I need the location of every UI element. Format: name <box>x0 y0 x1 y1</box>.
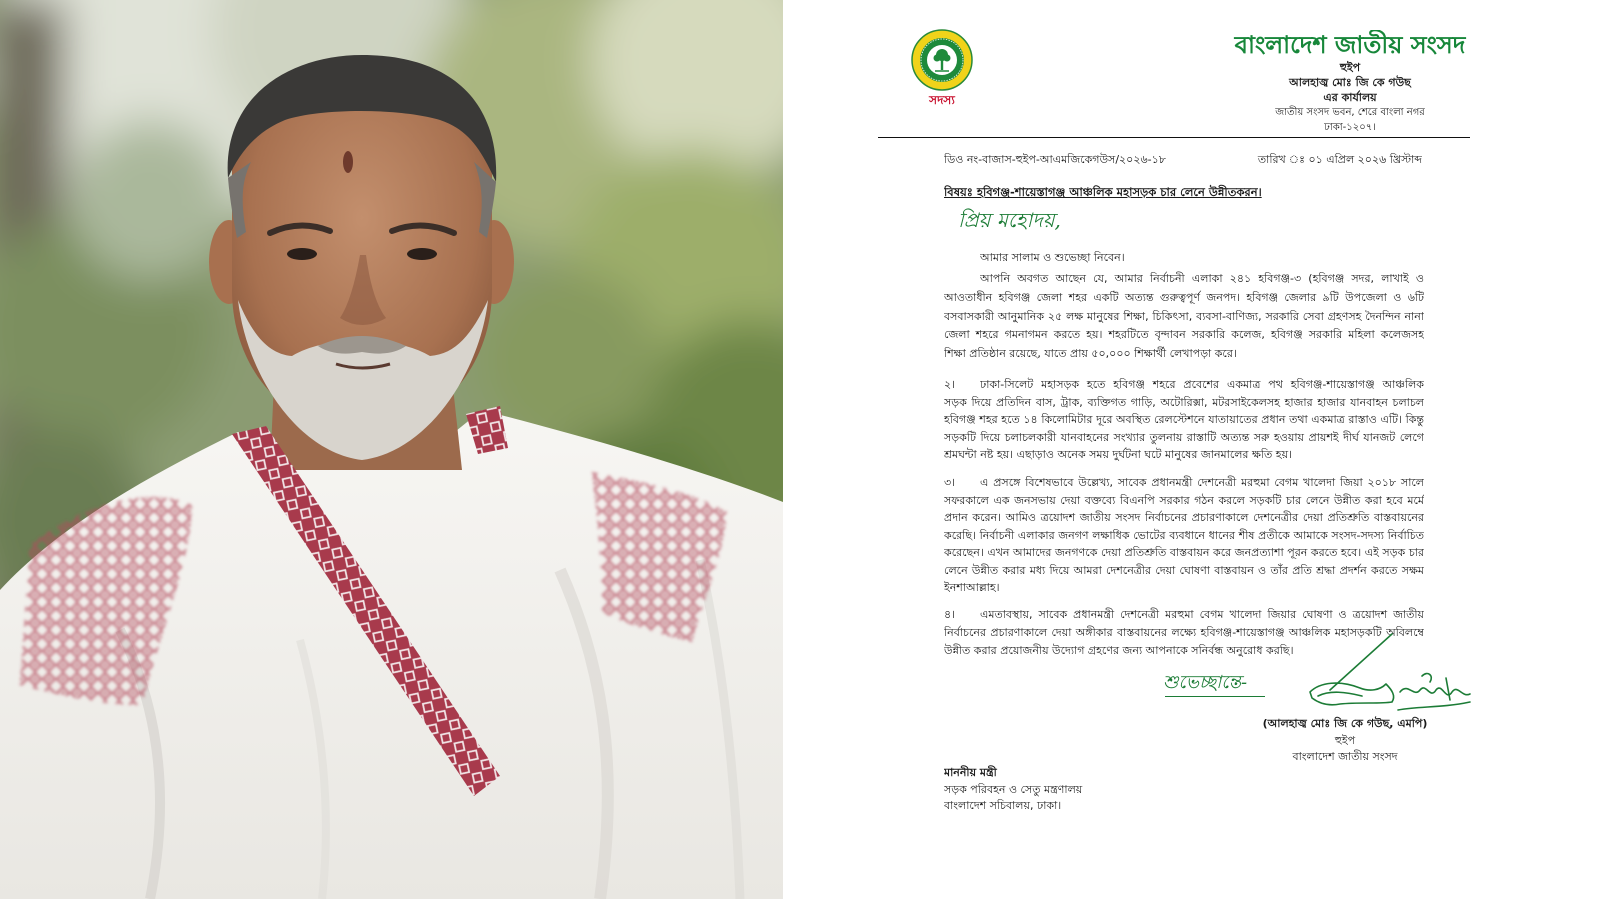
logo-caption: সদস্য <box>929 93 955 107</box>
paragraph-line: শ্রমঘন্টা নষ্ট হয়। এছাড়াও অনেক সময় দুর্ঘটনা ঘটে মানুষের জানমালের ক্ষতি হয়। <box>944 448 1292 461</box>
recipient-block <box>944 765 1244 815</box>
paragraph-line: শিক্ষা প্রতিষ্ঠান রয়েছে, যাতে প্রায় ৫০,০০০ শিক্ষার্থী লেখাপড়া করে। <box>944 347 1237 360</box>
office-label: এর কার্যালয় <box>1323 91 1377 104</box>
portrait-image <box>0 0 783 899</box>
paragraph-line: আওতাধীন হবিগঞ্জ জেলা শহর একটি অত্যন্ত গুরুত্বপূর্ণ জনপদ। হবিগঞ্জ জেলার ৯টি উপজেলা ও ৬টি <box>944 290 1424 304</box>
paragraph-line: লেনে উন্নীত করার মধ্য দিয়ে আমরা দেশনেত্রীর দেয়া ঘোষণা বাস্তবায়ন ও তাঁর প্রতি শ্রদ্ধা প্রদর্শন করতে সক্ষম <box>944 563 1424 577</box>
paragraph-line: প্রদান করেন। আমিও ত্রয়োদশ জাতীয় সংসদ নির্বাচনের প্রচারণাকালে দেশনেত্রীর দেয়া প্রতিশ্রুতি বাস্তবায়নের <box>944 511 1424 524</box>
paragraph-line: সফরকালে এক জনসভায় দেয়া বক্তব্যে বিএনপি সরকার গঠন করলে সড়কটি চার লেনে উন্নীত করা হবে মর্মে <box>944 493 1424 507</box>
handwritten-closing: শুভেচ্ছান্তে- <box>1163 672 1248 693</box>
paragraph-3 <box>944 474 1424 597</box>
reference-number: ডিও নং-বাজাস-হুইপ-আএমজিকেগউস/২০২৬-১৮ <box>944 153 1166 166</box>
letterhead <box>1210 30 1490 135</box>
recipient-title: মাননীয় মন্ত্রী <box>944 766 997 779</box>
letterhead-title: বাংলাদেশ জাতীয় সংসদ <box>1234 31 1466 59</box>
handwritten-salutation: প্রিয় মহোদয়, <box>958 208 1061 232</box>
closing-underline <box>1165 696 1265 697</box>
portrait-photo <box>0 0 783 899</box>
parliament-logo <box>911 29 973 91</box>
paragraph-line: ইনশাআল্লাহ। <box>944 581 1000 594</box>
paragraph-line: সড়ক দিয়ে প্রতিদিন বাস, ট্রাক, ব্যক্তিগত গাড়ি, অটোরিক্সা, মটরসাইকেলসহ হাজার হাজার যানবাহন চলাচল <box>944 395 1424 409</box>
paragraph-line: ঢাকা-সিলেট মহাসড়ক হতে হবিগঞ্জ শহরে প্রবেশের একমাত্র পথ হবিগঞ্জ-শায়েস্তাগঞ্জ আঞ্চলিক <box>980 378 1424 391</box>
paragraph-number: ৪। <box>944 608 956 621</box>
paragraph-line: বসবাসকারী আনুমানিক ২৫ লক্ষ মানুষের শিক্ষা, চিকিৎসা, ব্যবসা-বাণিজ্য, সরকারি সেবা গ্রহণসহ দৈনন্দিন নানা <box>944 309 1424 323</box>
paragraph-line: সড়কটি দিয়ে চলাচলকারী যানবাহনের সংখ্যার তুলনায় রাস্তাটি অত্যন্ত সরু হওয়ায় প্রায়শই দীর্ঘ যানজট লেগে <box>944 430 1424 444</box>
signatory-block <box>1240 716 1450 766</box>
office-city: ঢাকা-১২০৭। <box>1324 122 1376 133</box>
signatory-organization: বাংলাদেশ জাতীয় সংসদ <box>1292 750 1398 763</box>
signatory-name: (আলহাজ্ব মোঃ জি কে গউছ, এমপি) <box>1262 717 1428 730</box>
office-role: হুইপ <box>1339 61 1361 74</box>
office-address: জাতীয় সংসদ ভবন, শেরে বাংলা নগর <box>1275 107 1425 118</box>
signature <box>1300 630 1475 725</box>
recipient-line: বাংলাদেশ সচিবালয়, ঢাকা। <box>944 799 1062 812</box>
signatory-title: হুইপ <box>1334 733 1356 747</box>
paragraph-2 <box>944 376 1424 464</box>
paragraph-line: জেলা শহরে গমনাগমন করতে হয়। শহরটিতে বৃন্দাবন সরকারি কলেজ, হবিগঞ্জ সরকারি মহিলা কলেজসহ <box>944 328 1424 342</box>
office-holder-name: আলহাজ্ব মোঃ জি কে গউছ <box>1289 76 1411 89</box>
paragraph-line: এমতাবস্থায়, সাবেক প্রধানমন্ত্রী দেশনেত্রী মরহুমা বেগম খালেদা জিয়ার ঘোষণা ও ত্রয়োদশ জাতীয় <box>980 608 1424 621</box>
recipient-line: সড়ক পরিবহন ও সেতু মন্ত্রণালয় <box>944 782 1083 796</box>
letter-date: তারিখ ঃ ০১ এপ্রিল ২০২৬ খ্রিস্টাব্দ <box>1257 153 1422 166</box>
paragraph-line: এ প্রসঙ্গে বিশেষভাবে উল্লেখ্য, সাবেক প্রধানমন্ত্রী দেশনেত্রী মরহুমা বেগম খালেদা জিয়া ২০১৮ সালে <box>980 476 1424 489</box>
paragraph-number: ২। <box>944 378 956 391</box>
paragraph-line: নির্বাচনের প্রচারণাকালে দেয়া অঙ্গীকার বাস্তবায়নের লক্ষ্যে হবিগঞ্জ-শায়েস্তাগঞ্জ আঞ্চলিক মহাসড়কটি অবিলম্বে <box>944 626 1424 639</box>
official-letter <box>783 0 1600 899</box>
paragraph-line: আপনি অবগত আছেন যে, আমার নির্বাচনী এলাকা ২৪১ হবিগঞ্জ-৩ (হবিগঞ্জ সদর, লাখাই ও <box>980 272 1424 285</box>
paragraph-line: করেছেন। এখন আমাদের জনগণকে দেয়া প্রতিশ্রুতি বাস্তবায়ন করে জনপ্রত্যাশা পূরন করতে হবে। এই সড়ক চার <box>944 546 1424 559</box>
paragraph-line: হবিগঞ্জ শহর হতে ১৪ কিলোমিটার দূরে অবস্থিত রেলস্টেশনে যাতায়াতের প্রধান তথা একমাত্র রাস্তাও এটি। কিন্তু <box>944 413 1424 426</box>
paragraph-number: ৩। <box>944 476 956 489</box>
letter-subject: বিষয়ঃ হবিগঞ্জ-শায়েস্তাগঞ্জ আঞ্চলিক মহাসড়ক চার লেনে উন্নীতকরন। <box>944 185 1262 199</box>
greeting: আমার সালাম ও শুভেচ্ছা নিবেন। <box>980 251 1125 264</box>
paragraph-1 <box>944 270 1424 364</box>
paragraph-line: করেছি। নির্বাচনী এলাকার জনগণ লক্ষাধিক ভোটের ব্যবধানে ধানের শীষ প্রতীকে আমাকে সংসদ-সদস্য নির্বাচিত <box>944 528 1424 542</box>
paragraph-line: উন্নীত করার প্রয়োজনীয় উদ্যোগ গ্রহণের জন্য আপনাকে সনির্বন্ধ অনুরোধ করছি। <box>944 644 1294 657</box>
letterhead-divider <box>878 137 1470 138</box>
